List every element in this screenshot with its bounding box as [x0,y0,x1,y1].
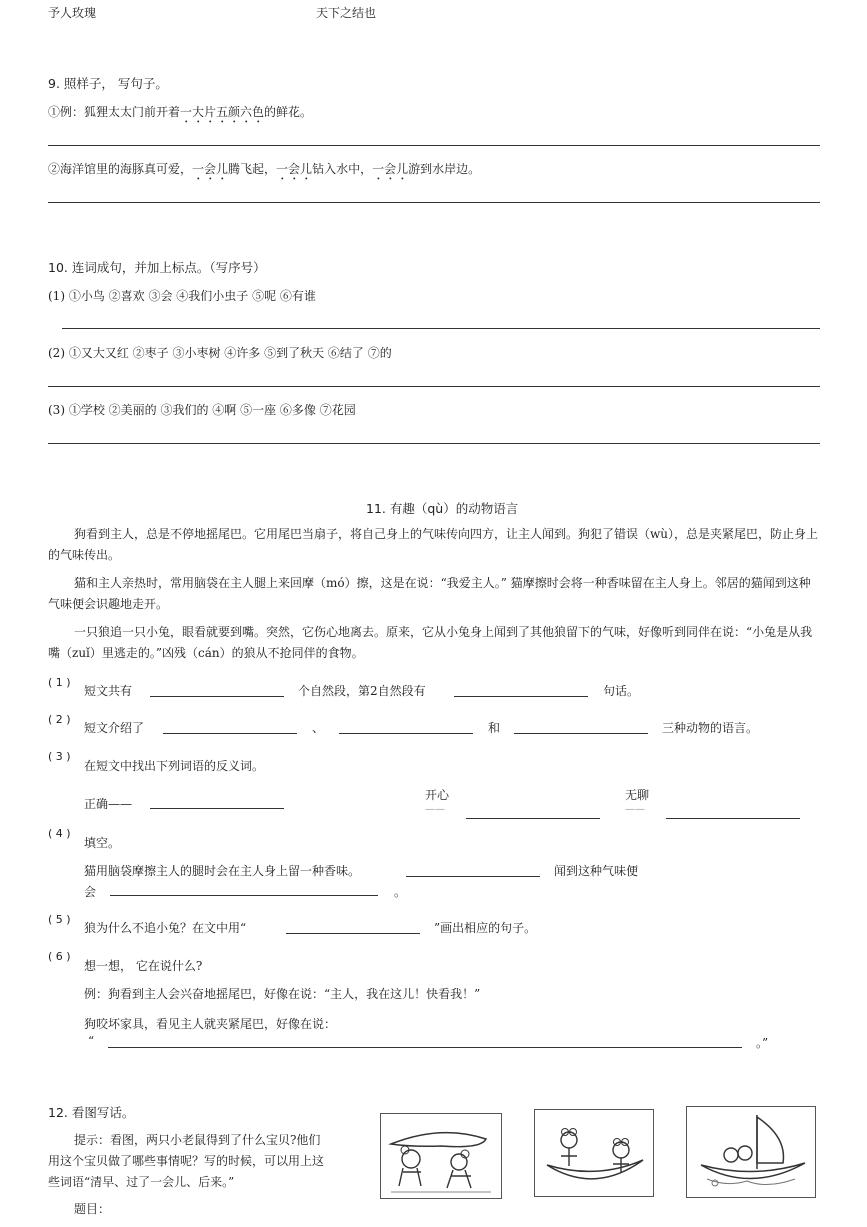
q9-ex2-a: ②海洋馆里的海豚真可爱， [48,162,193,176]
q9-ex1-emph2: 五颜六色 [216,105,265,119]
mice-picture-2 [534,1109,654,1197]
q11-sub6-close-quote: 。” [756,1036,769,1050]
q11-sub3-word-3: 无聊 [625,788,650,802]
q10-item-1: (1) ①小鸟 ②喜欢 ③会 ④我们小虫子 ⑤呢 ⑥有谁 [48,289,316,303]
q11-sub3-word-2: 开心 [425,788,450,802]
q11-sub3-blank-2[interactable] [466,818,600,819]
q9-answer-line-1[interactable] [48,145,820,146]
q11-sub4-text-d: 会 [84,885,97,899]
q9-example-1 [48,103,312,126]
q11-sub3-text-a: 在短文中找出下列词语的反义词。 [84,759,265,773]
q11-sub3-word-1: 正确—— [84,797,133,811]
q12-hint-line-2: 用这个宝贝做了哪些事情呢？写的时候，可以用上这 [48,1154,325,1168]
q9-example-2 [48,160,480,183]
mice-picture-3 [686,1106,816,1198]
q11-sub3-dash-2: —— [425,804,445,815]
q9-ex2-d: 游到水岸边。 [408,162,481,176]
q11-sub4-number: ( 4 ) [48,827,71,840]
q11-sub4-blank-2[interactable] [110,895,378,896]
q10-answer-line-1[interactable] [62,328,820,329]
top-left-text: 予人玫瑰 [48,6,97,20]
q9-ex2-e3: 一会儿 [372,162,409,176]
q9-ex1-post: 的鲜花。 [264,105,313,119]
q11-sub5-text-a: 狼为什么不追小兔？在文中用“ [84,921,247,935]
q11-sub3-blank-1[interactable] [150,808,284,809]
q10-item-3: (3) ①学校 ②美丽的 ③我们的 ④啊 ⑤一座 ⑥多像 ⑦花园 [48,403,356,417]
q11-sub6-text-a: 想一想， 它在说什么? [84,959,203,973]
q10-answer-line-3[interactable] [48,443,820,444]
q11-sub1-text-c: 句话。 [603,684,640,698]
q9-ex2-e1: 一会儿 [192,162,229,176]
q12-title: 12. 看图写话。 [48,1105,135,1120]
q11-sub4-blank-1[interactable] [406,876,540,877]
q11-sub2-blank-1[interactable] [163,733,297,734]
q9-title: 9. 照样子， 写句子。 [48,76,168,91]
q9-answer-line-2[interactable] [48,202,820,203]
q9-ex1-emph: 一大片 [180,105,217,119]
q11-sub1-text-b: 个自然段，第2自然段有 [298,684,426,698]
q11-sub4-text-e: 。 [394,885,407,899]
q9-ex2-b: 腾飞起， [228,162,277,176]
q11-sub1-number: ( 1 ) [48,676,71,689]
top-right-text: 天下之结也 [316,6,377,20]
mice-carrying-banana-illustration [381,1114,501,1198]
q11-paragraph-1: 狗看到主人，总是不停地摇尾巴。它用尾巴当扇子，将自己身上的气味传向四方，让主人闻到。狗犯了错误（wù），总是夹紧尾巴，防止身上的气味传出。 [48,527,819,562]
q11-sub1-blank-2[interactable] [454,696,588,697]
q9-ex2-c: 钻入水中， [312,162,373,176]
q10-title: 10. 连词成句，并加上标点。（写序号） [48,260,266,275]
q11-sub6-example: 例：狗看到主人会兴奋地摇尾巴，好像在说：“主人，我在这儿！快看我！” [84,987,481,1001]
q11-sub2-blank-2[interactable] [339,733,473,734]
q11-title: 11. 有趣（qù）的动物语言 [366,501,519,516]
q12-subject-label: 题目： [74,1202,111,1216]
q9-ex1-pre: ①例：狐狸太太门前开着 [48,105,181,119]
q11-sub2-blank-3[interactable] [514,733,648,734]
q11-sub2-text-b: 、 [312,721,325,735]
q11-sub5-blank[interactable] [286,933,420,934]
q12-hint-line-3: 些词语“清早、过了一会儿、后来。” [48,1175,235,1189]
mice-banana-seesaw-illustration [535,1110,653,1196]
q11-paragraph-2: 猫和主人亲热时，常用脑袋在主人腿上来回摩（mó）擦，这是在说：“我爱主人。” 猫摩擦时会将一种香味留在主人身上。邻居的猫闻到这种气味便会识趣地走开。 [48,576,811,611]
q10-item-2: (2) ①又大又红 ②枣子 ③小枣树 ④许多 ⑤到了秋天 ⑥结了 ⑦的 [48,346,392,360]
q11-sub2-text-a: 短文介绍了 [84,721,145,735]
q12-hint-line-1: 提示：看图，两只小老鼠得到了什么宝贝?他们 [74,1133,321,1147]
q11-sub3-number: ( 3 ) [48,750,71,763]
q11-sub4-text-b: 猫用脑袋摩擦主人的腿时会在主人身上留一种香味。 [84,864,361,878]
q11-sub1-text-a: 短文共有 [84,684,133,698]
q11-sub5-number: ( 5 ) [48,913,71,926]
q11-sub1-blank-1[interactable] [150,696,284,697]
q11-sub2-text-c: 和 [488,721,501,735]
q11-sub5-text-b: ”画出相应的句子。 [434,921,537,935]
q11-paragraph-3: 一只狼追一只小兔，眼看就要到嘴。突然，它伤心地离去。原来，它从小兔身上闻到了其他狼留下的气味，好像听到同伴在说：“小兔是从我嘴（zuǐ）里逃走的。”凶残（cán）的狼从不抢同伴的食物。 [48,625,813,660]
q11-sub4-text-c: 闻到这种气味便 [554,864,639,878]
q10-answer-line-2[interactable] [48,386,820,387]
q11-sub2-number: ( 2 ) [48,713,71,726]
mice-banana-boat-illustration [687,1107,815,1197]
q11-sub2-text-d: 三种动物的语言。 [662,721,759,735]
q9-ex2-e2: 一会儿 [276,162,313,176]
q11-sub6-text-c: 狗咬坏家具，看见主人就夹紧尾巴，好像在说： [84,1017,337,1031]
q11-sub6-open-quote: “ [88,1034,95,1048]
q11-sub3-blank-3[interactable] [666,818,800,819]
q11-sub4-text-a: 填空。 [84,836,121,850]
mice-picture-1 [380,1113,502,1199]
q11-sub6-number: ( 6 ) [48,950,71,963]
q11-sub3-dash-3: —— [625,804,645,815]
q11-sub6-blank[interactable] [108,1047,742,1048]
